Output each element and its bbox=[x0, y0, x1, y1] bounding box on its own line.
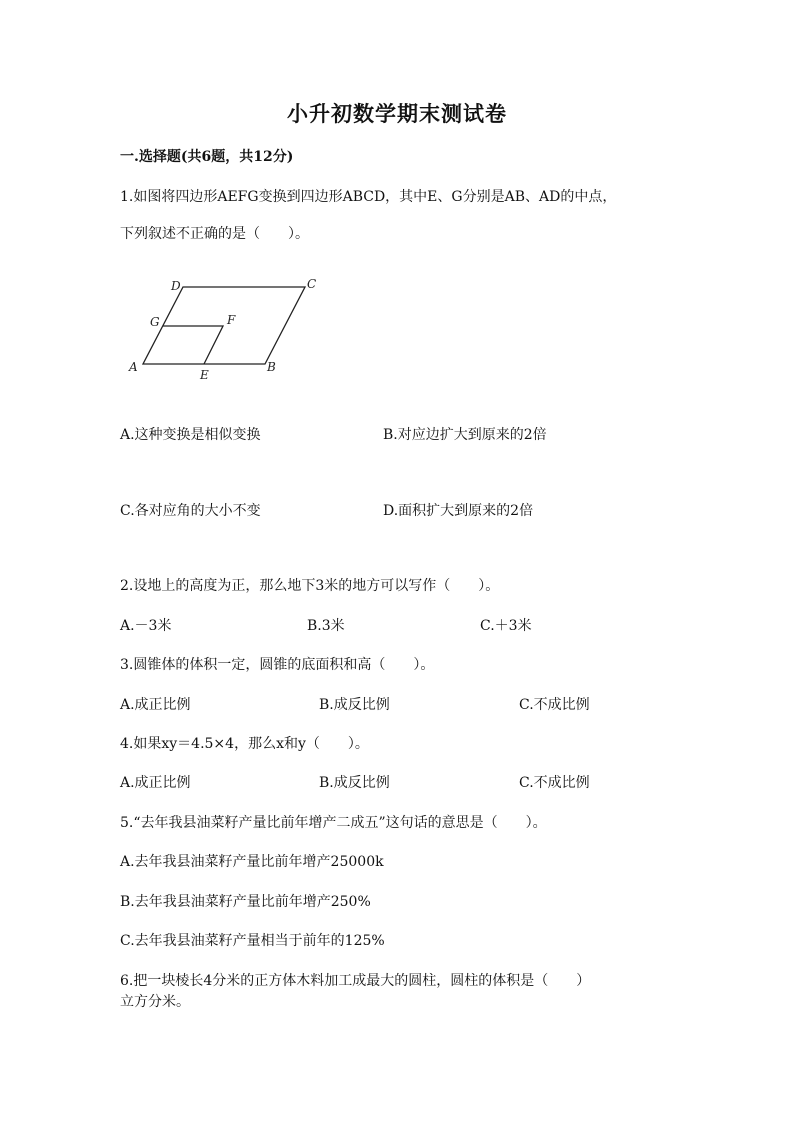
question-1-option-b: B.对应边扩大到原来的2倍 bbox=[383, 427, 547, 443]
question-2-option-a: A.－3米 bbox=[120, 618, 172, 634]
question-1-option-a: A.这种变换是相似变换 bbox=[120, 427, 261, 443]
parallelogram-figure bbox=[125, 275, 325, 385]
label-d: D bbox=[171, 279, 181, 293]
question-3-option-c: C.不成比例 bbox=[519, 697, 590, 713]
label-c: C bbox=[307, 277, 317, 291]
question-5-option-a: A.去年我县油菜籽产量比前年增产25000k bbox=[120, 854, 384, 870]
question-5-option-c: C.去年我县油菜籽产量相当于前年的125% bbox=[120, 933, 385, 949]
label-b: B bbox=[267, 360, 276, 374]
parallelogram-aefg bbox=[163, 326, 223, 364]
question-2-option-b: B.3米 bbox=[307, 618, 345, 634]
question-5-option-b: B.去年我县油菜籽产量比前年增产250% bbox=[120, 894, 371, 910]
question-4-text: 4.如果xy＝4.5×4，那么x和y（ ）。 bbox=[120, 736, 369, 752]
question-6-line-1: 6.把一块棱长4分米的正方体木料加工成最大的圆柱，圆柱的体积是（ ） bbox=[120, 973, 591, 989]
label-f: F bbox=[227, 313, 236, 327]
label-e: E bbox=[200, 368, 209, 382]
section-heading: 一.选择题(共6题，共12分) bbox=[120, 149, 294, 165]
question-4-option-c: C.不成比例 bbox=[519, 775, 590, 791]
question-4-option-b: B.成反比例 bbox=[319, 775, 390, 791]
question-2-option-c: C.＋3米 bbox=[480, 618, 532, 634]
question-4-option-a: A.成正比例 bbox=[120, 775, 191, 791]
question-5-text: 5.“去年我县油菜籽产量比前年增产二成五”这句话的意思是（ ）。 bbox=[120, 815, 547, 831]
question-2-text: 2.设地上的高度为正，那么地下3米的地方可以写作（ ）。 bbox=[120, 578, 500, 594]
page-title: 小升初数学期末测试卷 bbox=[287, 101, 507, 126]
question-1-option-d: D.面积扩大到原来的2倍 bbox=[383, 503, 534, 519]
question-1-line-2: 下列叙述不正确的是（ ）。 bbox=[120, 226, 309, 242]
question-3-option-a: A.成正比例 bbox=[120, 697, 191, 713]
question-6-line-2: 立方分米。 bbox=[120, 994, 190, 1010]
label-g: G bbox=[150, 315, 160, 329]
question-3-option-b: B.成反比例 bbox=[319, 697, 390, 713]
question-1-option-c: C.各对应角的大小不变 bbox=[120, 503, 261, 519]
question-3-text: 3.圆锥体的体积一定，圆锥的底面积和高（ ）。 bbox=[120, 657, 435, 673]
question-1-line-1: 1.如图将四边形AEFG变换到四边形ABCD，其中E、G分别是AB、AD的中点， bbox=[120, 189, 617, 205]
label-a: A bbox=[129, 360, 138, 374]
